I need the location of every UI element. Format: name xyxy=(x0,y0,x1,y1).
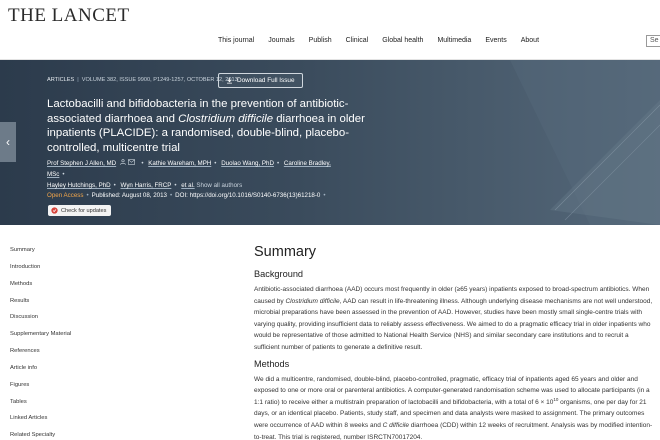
author-link[interactable]: Duolao Wang, PhD xyxy=(221,160,274,167)
article-header xyxy=(0,60,660,225)
nav-this-journal[interactable]: This journal xyxy=(218,37,255,44)
sidebar-item-related-specialty[interactable]: Related Specialty xyxy=(10,432,56,439)
article-body xyxy=(254,244,654,440)
title-italic: Clostridium difficile xyxy=(178,112,274,125)
published-date: Published: August 08, 2013 xyxy=(91,192,167,199)
summary-heading: Summary xyxy=(254,244,317,260)
doi-link[interactable]: https://doi.org/10.1016/S0140-6736(13)61218-0 xyxy=(189,192,321,199)
check-for-updates-button[interactable] xyxy=(48,205,111,216)
article-type: ARTICLES xyxy=(47,77,75,83)
previous-article-arrow[interactable]: ‹ xyxy=(0,122,16,162)
sidebar-item-tables[interactable]: Tables xyxy=(10,398,27,405)
background-italic: Clostridium difficile xyxy=(285,297,340,305)
author-link[interactable]: Caroline Bradley, MSc xyxy=(47,160,331,178)
background-text-2: , AAD can result in life-threatening illness. Although underlying disease mechanisms are not well understood, microbial preparations have been assessed in the prevention of AAD. However, studies have been mostly small single-centre trials with varying quality, providing insufficient data to reliably assess effectiveness. We aimed to do a pragmatic efficacy trial in older inpatients who would be representative of those admitted to National Health Service (NHS) and similar secondary care institutions and to recruit a sufficient number of patients to generate a definitive result. xyxy=(254,297,653,351)
author-list: Prof Stephen J Allen, MD • Kathie Wareham, MPH • Duolao Wang, PhD • Caroline Bradley, MSc • Hayley Hutchings, PhD • Wyn Harris, FRCP • et al. Show all authors xyxy=(47,160,331,189)
show-all-authors-link[interactable]: Show all authors xyxy=(196,182,243,189)
doi-label: DOI: xyxy=(175,192,188,199)
section-nav xyxy=(10,247,71,440)
nav-publish[interactable]: Publish xyxy=(308,37,332,44)
email-icon xyxy=(128,159,135,165)
nav-about[interactable]: About xyxy=(520,37,540,44)
sidebar-item-methods[interactable]: Methods xyxy=(10,280,33,287)
nav-events[interactable]: Events xyxy=(485,37,507,44)
article-citation[interactable]: VOLUME 382, ISSUE 9900, P1249-1257, OCTOBER 12, 2013 xyxy=(81,77,238,83)
methods-paragraph xyxy=(254,374,654,440)
methods-superscript: 10 xyxy=(553,396,559,402)
crossmark-icon xyxy=(51,207,58,214)
nav-multimedia[interactable]: Multimedia xyxy=(437,37,472,44)
author-et-al[interactable]: et al. xyxy=(181,182,195,189)
author-link[interactable]: Hayley Hutchings, PhD xyxy=(47,182,111,189)
sidebar-item-summary[interactable]: Summary xyxy=(10,247,35,253)
nav-clinical[interactable]: Clinical xyxy=(345,37,369,44)
sidebar-item-supplementary[interactable]: Supplementary Material xyxy=(10,331,72,338)
main-nav xyxy=(218,37,553,44)
download-full-issue-button[interactable] xyxy=(218,73,303,88)
nav-journals[interactable]: Journals xyxy=(268,37,295,44)
methods-heading: Methods xyxy=(254,358,290,369)
background-text-1: Antibiotic-associated diarrhoea (AAD) occurs most frequently in older (≥65 years) inpatients exposed to broad-spectrum antibiotics. When caused by xyxy=(254,286,650,305)
sidebar-item-figures[interactable]: Figures xyxy=(10,381,30,388)
download-label: Download Full Issue xyxy=(237,77,295,84)
author-contact-icons[interactable] xyxy=(120,160,136,167)
sidebar-item-discussion[interactable]: Discussion xyxy=(10,314,39,321)
search-input[interactable]: Se xyxy=(646,35,660,47)
sidebar-item-results[interactable]: Results xyxy=(10,297,30,304)
publication-info: Open Access • Published: August 08, 2013 • DOI: https://doi.org/10.1016/S0140-6736(13)61218-0 • xyxy=(47,192,326,199)
article-title xyxy=(47,97,377,155)
sidebar-item-introduction[interactable]: Introduction xyxy=(10,263,41,270)
site-logo[interactable]: THE LANCET xyxy=(8,5,130,26)
methods-text-3: diarrhoea (CDD) within 12 weeks of recruitment. Analysis was by modified intention-to-treat. This trial is registered, number ISRCTN70017204. xyxy=(254,421,653,440)
download-icon xyxy=(226,77,233,84)
title-text-1: Lactobacilli and bifidobacteria in the prevention of antibiotic-associated diarrhoea and xyxy=(47,98,349,125)
check-updates-label: Check for updates xyxy=(61,207,107,214)
background-paragraph xyxy=(254,284,654,354)
title-text-2: diarrhoea in older inpatients (PLACIDE): a randomised, double-blind, placebo-controlled, multicentre trial xyxy=(47,112,365,154)
background-heading: Background xyxy=(254,269,304,279)
methods-text-2: organisms, one per day for 21 days, or an identical placebo. Patients, study staff, and specimen and data analysts were masked to assignment. The primary outcomes were occurrence of AAD within 8 weeks and xyxy=(254,398,647,429)
author-link[interactable]: Kathie Wareham, MPH xyxy=(148,160,212,167)
sidebar-item-linked-articles[interactable]: Linked Articles xyxy=(10,415,48,422)
author-link[interactable]: Wyn Harris, FRCP xyxy=(120,182,172,189)
decorative-shapes xyxy=(360,60,660,225)
site-header xyxy=(0,0,660,60)
methods-italic: C difficile xyxy=(382,421,409,429)
sidebar-item-article-info[interactable]: Article info xyxy=(10,364,38,371)
nav-global-health[interactable]: Global health xyxy=(382,37,424,44)
open-access-badge: Open Access xyxy=(47,192,84,199)
author-link[interactable]: Prof Stephen J Allen, MD xyxy=(47,160,117,167)
article-meta: ARTICLES | VOLUME 382, ISSUE 9900, P1249-1257, OCTOBER 12, 2013 xyxy=(47,77,238,83)
methods-text-1: We did a multicentre, randomised, double-blind, placebo-controlled, pragmatic, efficacy trial of inpatients aged 65 years and older and exposed to one or more oral or parenteral antibiotics. A computer-generated randomisation scheme was used to allocate participants (in a 1:1 ratio) to receive either a multistrain preparation of lactobacilli and bifidobacteria, with a total of 6 × 10 xyxy=(254,375,650,406)
person-icon xyxy=(120,159,126,165)
sidebar-item-references[interactable]: References xyxy=(10,348,40,355)
